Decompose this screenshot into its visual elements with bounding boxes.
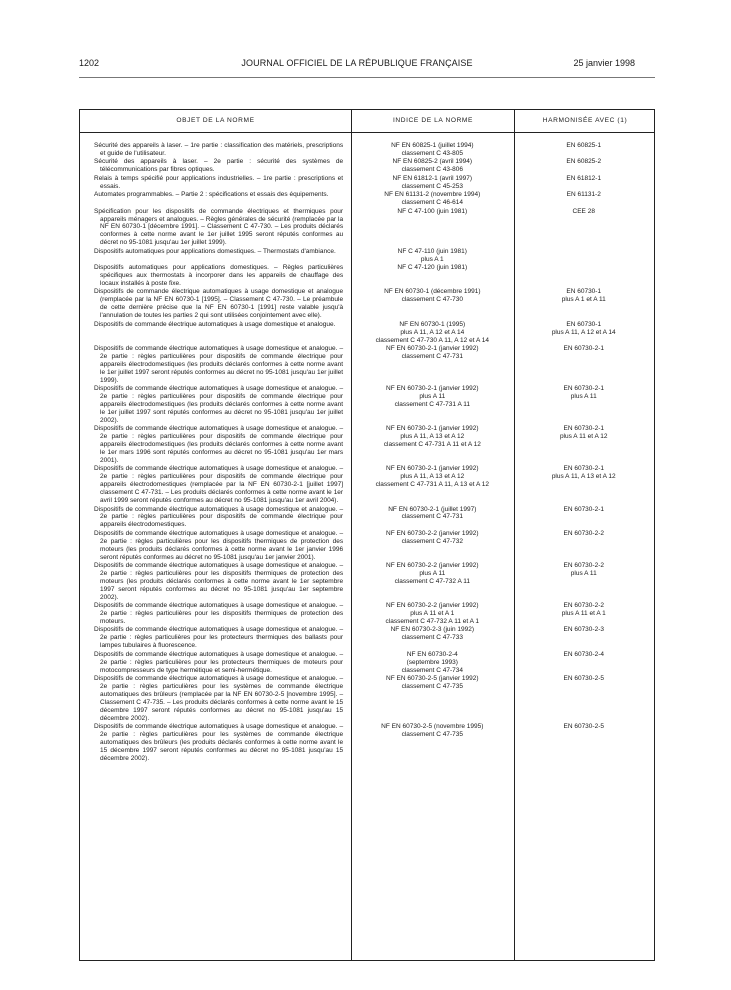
- cell-indice: [351, 675, 513, 722]
- indice-line: classement C 43-806: [401, 166, 463, 174]
- indice-line: NF EN 60730-2-1 (janvier 1992): [386, 465, 479, 473]
- indice-line: plus A 11: [419, 393, 446, 401]
- cell-objet: [80, 248, 351, 264]
- table-row: [80, 142, 654, 158]
- table-row: [80, 530, 654, 562]
- harmonisee-line: EN 60730-2-1: [563, 385, 604, 393]
- indice-line: NF EN 61131-2 (novembre 1994): [384, 191, 481, 199]
- indice-line: classement C 47-732 A 11 et A 1: [385, 617, 480, 625]
- cell-harmonisee: [514, 345, 654, 385]
- cell-indice: [351, 158, 513, 174]
- indice-line: NF EN 60730-2-5 (janvier 1992): [386, 675, 479, 683]
- indice-line: classement C 45-253: [401, 182, 463, 190]
- table-row: [80, 506, 654, 530]
- cell-indice: [351, 602, 513, 626]
- column-header-harmonisee: HARMONISÉE AVEC (1): [542, 117, 628, 124]
- cell-indice: [351, 530, 513, 562]
- objet-text: Dispositifs de commande électrique automatiques à usage domestique et analogue. – 2e partie : règles particulières pour les protecteurs thermiques de moteurs pour motocompresseurs de type hermétique et semi-hermétique.: [94, 650, 344, 674]
- objet-text: Dispositifs de commande électrique automatiques à usage domestique et analogue. – 2e partie : règles particulières pour dispositifs de commande électrique pour appareils électrodomestiques.: [94, 505, 344, 529]
- objet-text: Sécurité des appareils à laser. – 1re partie : classification des matériels, prescriptions et guide de l'utilisateur.: [94, 142, 344, 157]
- objet-text: Dispositifs automatiques pour applications domestiques. – Thermostats d'ambiance.: [94, 247, 336, 255]
- harmonisee-line: EN 60730-2-2: [563, 562, 604, 570]
- indice-line: NF C 47-110 (juin 1981): [397, 247, 467, 255]
- indice-line: plus A 11, A 13 et A 12: [400, 433, 465, 441]
- cell-objet: [80, 264, 351, 288]
- cell-objet: [80, 158, 351, 174]
- indice-line: plus A 1: [420, 255, 444, 263]
- cell-harmonisee: [514, 675, 654, 722]
- standards-table: [79, 109, 655, 961]
- cell-objet: [80, 602, 351, 626]
- cell-harmonisee: [514, 288, 654, 320]
- table-row: [80, 425, 654, 465]
- indice-line: NF EN 60825-1 (juillet 1994): [391, 142, 474, 149]
- harmonisee-line: plus A 1 et A 11: [561, 296, 606, 304]
- harmonisee-line: plus A 11: [570, 393, 597, 401]
- cell-objet: [80, 175, 351, 191]
- table-row: [80, 248, 654, 264]
- cell-indice: [351, 651, 513, 675]
- indice-line: classement C 47-730: [401, 296, 463, 304]
- indice-line: NF C 47-100 (juin 1981): [397, 207, 468, 215]
- objet-text: Automates programmables. – Partie 2 : spécifications et essais des équipements.: [94, 191, 329, 199]
- harmonisee-line: plus A 11: [570, 569, 597, 577]
- cell-harmonisee: [514, 158, 654, 174]
- objet-text: Dispositifs de commande électrique automatiques à usage domestique et analogue. – 2e partie : règles particulières pour dispositifs de commande électrique pour appareils électrodomestiques (les produits déclarés conformes à cette norme avant le 1er juillet 1997 seront réputés conformes au décret no 95-1081 jusqu'au 1er juillet 1999).: [94, 345, 344, 384]
- page-number: 1202: [79, 58, 100, 68]
- cell-indice: [351, 191, 513, 207]
- harmonisee-line: EN 61812-1: [566, 174, 602, 182]
- indice-line: NF EN 60730-2-2 (janvier 1992): [386, 529, 479, 537]
- cell-indice: [351, 142, 513, 158]
- indice-line: classement C 47-731: [401, 352, 463, 360]
- objet-text: Spécification pour les dispositifs de commande électriques et thermiques pour appareils ménagers et analogues. – Règles générales de sécurité (remplacée par la NF EN 60730-1 [décembre 1991]. – Classement C 47-730. – Les produits déclarés conformes à cette norme avant le 1er juillet 1995 seront réputés conformes au décret no 95-1081 jusqu'au 1er juillet 1999).: [94, 207, 344, 247]
- harmonisee-line: EN 60730-1: [566, 320, 602, 328]
- cell-harmonisee: [514, 562, 654, 602]
- harmonisee-line: EN 60730-2-4: [563, 650, 604, 658]
- indice-line: classement C 47-735: [401, 683, 463, 690]
- indice-line: plus A 11: [419, 569, 446, 577]
- objet-text: Dispositifs de commande électrique automatiques à usage domestique et analogue. – 2e partie : règles particulières pour dispositifs de commande électrique pour appareils électrodomestiques (les produits déclarés conformes à cette norme avant le 1er juillet 1997 sont réputés conformes au décret no 95-1081 jusqu'au 1er juillet 2002).: [94, 385, 344, 424]
- cell-indice: [351, 321, 513, 345]
- cell-objet: [80, 321, 351, 345]
- harmonisee-line: plus A 11 et A 12: [559, 433, 608, 441]
- cell-harmonisee: [514, 465, 654, 505]
- indice-line: NF EN 60730-2-3 (juin 1992): [390, 626, 475, 634]
- column-header-indice: INDICE DE LA NORME: [392, 117, 474, 124]
- table-row: [80, 602, 654, 626]
- indice-line: classement C 47-735: [401, 731, 463, 739]
- indice-line: NF EN 60825-2 (avril 1994): [392, 158, 473, 166]
- table-row: [80, 385, 654, 425]
- indice-line: classement C 47-731 A 11 et A 12: [383, 441, 481, 449]
- indice-line: NF EN 60730-1 (décembre 1991): [384, 288, 481, 296]
- indice-line: classement C 46-614: [401, 199, 463, 207]
- cell-objet: [80, 651, 351, 675]
- table-row: [80, 465, 654, 505]
- harmonisee-line: plus A 11, A 12 et A 14: [551, 328, 616, 336]
- table-row: [80, 562, 654, 602]
- cell-objet: [80, 288, 351, 320]
- header-divider: [80, 132, 654, 133]
- cell-indice: [351, 345, 513, 385]
- indice-line: classement C 47-731 A 11: [394, 400, 470, 408]
- harmonisee-line: plus A 11 et A 1: [561, 610, 606, 618]
- indice-line: NF EN 60730-2-1 (janvier 1992): [386, 425, 479, 433]
- indice-line: NF EN 60730-1 (1995): [399, 320, 466, 328]
- table-body: [80, 142, 654, 763]
- table-row: [80, 264, 654, 288]
- harmonisee-line: plus A 11, A 13 et A 12: [551, 473, 616, 481]
- cell-indice: [351, 288, 513, 320]
- cell-indice: [351, 175, 513, 191]
- cell-harmonisee: [514, 602, 654, 626]
- objet-text: Relais à temps spécifié pour applications industrielles. – 1re partie : prescriptions et essais.: [94, 174, 344, 190]
- table-row: [80, 626, 654, 650]
- cell-objet: [80, 562, 351, 602]
- indice-line: classement C 47-730 A 11, A 12 et A 14: [375, 336, 489, 344]
- cell-harmonisee: [514, 626, 654, 650]
- harmonisee-line: EN 60730-2-2: [563, 602, 604, 610]
- cell-objet: [80, 723, 351, 763]
- cell-indice: [351, 248, 513, 264]
- cell-indice: [351, 506, 513, 530]
- harmonisee-line: EN 60825-2: [566, 158, 602, 166]
- cell-harmonisee: [514, 723, 654, 763]
- indice-line: plus A 11, A 12 et A 14: [400, 328, 465, 336]
- cell-objet: [80, 191, 351, 207]
- harmonisee-line: EN 61131-2: [566, 191, 601, 199]
- indice-line: classement C 43-805: [401, 149, 463, 157]
- cell-objet: [80, 675, 351, 722]
- journal-title: JOURNAL OFFICIEL DE LA RÉPUBLIQUE FRANÇAISE: [241, 58, 473, 68]
- indice-line: NF EN 61812-1 (avril 1997): [392, 174, 473, 182]
- table-row: [80, 158, 654, 174]
- objet-text: Dispositifs de commande électrique automatiques à usage domestique et analogue. – 2e partie : règles particulières pour les dispositifs thermiques de protection des moteurs (les produits déclarés conformes à cette norme avant le 1er septembre 1997 seront réputés conformes au décret no 95-1081 jusqu'au 1er septembre 2002).: [94, 562, 344, 601]
- cell-objet: [80, 465, 351, 505]
- cell-harmonisee: [514, 321, 654, 345]
- cell-harmonisee: [514, 264, 654, 288]
- indice-line: classement C 47-732: [401, 537, 463, 545]
- cell-harmonisee: [514, 506, 654, 530]
- harmonisee-line: EN 60825-1: [566, 142, 602, 149]
- cell-harmonisee: [514, 142, 654, 158]
- indice-line: plus A 11, A 13 et A 12: [400, 473, 465, 481]
- indice-line: classement C 47-731 A 11, A 13 et A 12: [375, 481, 489, 489]
- indice-line: NF EN 60730-2-1 (janvier 1992): [386, 385, 479, 393]
- objet-text: Sécurité des appareils à laser. – 2e partie : sécurité des systèmes de télécommunications par fibres optiques.: [94, 158, 344, 174]
- table-row: [80, 723, 654, 763]
- cell-objet: [80, 506, 351, 530]
- harmonisee-line: EN 60730-2-2: [563, 529, 604, 537]
- cell-harmonisee: [514, 248, 654, 264]
- harmonisee-line: EN 60730-1: [566, 288, 602, 296]
- cell-objet: [80, 142, 351, 158]
- indice-line: NF C 47-120 (juin 1981): [397, 264, 468, 272]
- cell-indice: [351, 385, 513, 425]
- table-row: [80, 651, 654, 675]
- harmonisee-line: EN 60730-2-1: [563, 505, 604, 513]
- indice-line: NF EN 60730-2-5 (novembre 1995): [381, 723, 484, 731]
- objet-text: Dispositifs automatiques pour applications domestiques. – Règles particulières spécifiques aux thermostats à incorporer dans les appareils de chauffage des locaux installés à poste fixe.: [94, 264, 344, 287]
- cell-harmonisee: [514, 208, 654, 248]
- indice-line: NF EN 60730-2-4: [406, 650, 458, 658]
- harmonisee-line: EN 60730-2-3: [563, 626, 604, 634]
- indice-line: classement C 47-732 A 11: [394, 577, 470, 585]
- cell-harmonisee: [514, 385, 654, 425]
- indice-line: NF EN 60730-2-2 (janvier 1992): [386, 562, 479, 570]
- cell-harmonisee: [514, 425, 654, 465]
- indice-line: NF EN 60730-2-1 (juillet 1997): [388, 505, 477, 513]
- cell-indice: [351, 626, 513, 650]
- cell-objet: [80, 345, 351, 385]
- indice-line: NF EN 60730-2-2 (janvier 1992): [386, 602, 479, 610]
- cell-objet: [80, 208, 351, 248]
- harmonisee-line: CEE 28: [572, 207, 595, 215]
- cell-indice: [351, 264, 513, 288]
- indice-line: classement C 47-734: [401, 666, 463, 674]
- cell-harmonisee: [514, 530, 654, 562]
- harmonisee-line: EN 60730-2-1: [563, 425, 604, 433]
- objet-text: Dispositifs de commande électrique automatiques à usage domestique et analogue. – 2e partie : règles particulières pour les dispositifs thermiques de protection des moteurs (les produits déclarés conformes à cette norme avant le 1er janvier 1996 seront réputés conformes au décret no 95-1081 jusqu'au 1er janvier 2001).: [94, 529, 344, 561]
- cell-objet: [80, 385, 351, 425]
- cell-objet: [80, 425, 351, 465]
- cell-indice: [351, 425, 513, 465]
- column-header-objet: OBJET DE LA NORME: [176, 117, 255, 124]
- cell-harmonisee: [514, 175, 654, 191]
- cell-indice: [351, 562, 513, 602]
- objet-text: Dispositifs de commande électrique automatiques à usage domestique et analogue. – 2e partie : règles particulières pour dispositifs de commande électrique pour appareils électrodomestiques (remplacée par la NF EN 60730-2-1 [juillet 1997] classement C 47-731. – Les produits déclarés conformes à cette norme avant le 1er avril 1999 seront réputés conformes au décret no 95-1081 jusqu'au 1er avril 2004).: [94, 465, 344, 504]
- table-row: [80, 675, 654, 722]
- indice-line: classement C 47-733: [401, 634, 463, 642]
- cell-harmonisee: [514, 651, 654, 675]
- table-row: [80, 191, 654, 207]
- harmonisee-line: EN 60730-2-1: [563, 345, 604, 352]
- objet-text: Dispositifs de commande électrique automatiques à usage domestique et analogue. – 2e partie : règles particulières pour les systèmes de commande électrique automatiques des brûleurs (remplacée par la NF EN 60730-2-5 [novembre 1995]. – Classement C 47-735. – Les produits déclarés conformes à cette norme avant le 15 décembre 1997 seront réputés conformes au décret no 95-1081 jusqu'au 15 décembre 2002).: [94, 675, 344, 722]
- page-header: [79, 58, 635, 72]
- indice-line: (septembre 1993): [406, 658, 458, 666]
- table-row: [80, 288, 654, 320]
- objet-text: Dispositifs de commande électrique automatiques à usage domestique et analogue. – 2e partie : règles particulières pour les systèmes de commande électrique automatiques des brûleurs (les produits déclarés conformes à cette norme avant le 15 décembre 1997 seront réputés conformes au décret no 95-1081 jusqu'au 15 décembre 2002).: [94, 723, 344, 762]
- table-row: [80, 175, 654, 191]
- cell-objet: [80, 626, 351, 650]
- cell-indice: [351, 208, 513, 248]
- cell-indice: [351, 723, 513, 763]
- header-rule: [79, 77, 655, 78]
- publication-date: 25 janvier 1998: [573, 58, 635, 68]
- objet-text: Dispositifs de commande électrique automatiques à usage domestique et analogue. – 2e partie : règles particulières pour dispositifs de commande électrique pour appareils électrodomestiques (les produits déclarés conformes à cette norme avant le 1er mars 1996 sont réputés conformes au décret no 95-1081 jusqu'au 1er mars 2001).: [94, 425, 344, 464]
- indice-line: NF EN 60730-2-1 (janvier 1992): [386, 345, 479, 352]
- objet-text: Dispositifs de commande électrique automatiques à usage domestique et analogue. – 2e partie : règles particulières pour les protecteurs thermiques des ballasts pour lampes tubulaires à fluorescence.: [94, 626, 344, 650]
- table-row: [80, 208, 654, 248]
- cell-harmonisee: [514, 191, 654, 207]
- cell-indice: [351, 465, 513, 505]
- harmonisee-line: EN 60730-2-5: [563, 675, 604, 683]
- harmonisee-line: EN 60730-2-5: [563, 723, 604, 731]
- objet-text: Dispositifs de commande électrique automatiques à usage domestique et analogue (remplacée par la NF EN 60730-1 [1995]. – Classement C 47-730. – Le préambule de cette dernière précise que la NF EN 60730-1 [1991] reste valable jusqu'à l'annulation de toutes les parties 2 qui sont utilisées conjointement avec elle).: [94, 288, 344, 320]
- table-row: [80, 321, 654, 345]
- objet-text: Dispositifs de commande électrique automatiques à usage domestique et analogue.: [94, 320, 336, 328]
- objet-text: Dispositifs de commande électrique automatiques à usage domestique et analogue. – 2e partie : règles particulières pour les dispositifs thermiques de protection des moteurs.: [94, 602, 344, 625]
- table-row: [80, 345, 654, 385]
- harmonisee-line: EN 60730-2-1: [563, 465, 604, 473]
- indice-line: classement C 47-731: [401, 513, 463, 521]
- cell-objet: [80, 530, 351, 562]
- indice-line: plus A 11 et A 1: [410, 610, 455, 618]
